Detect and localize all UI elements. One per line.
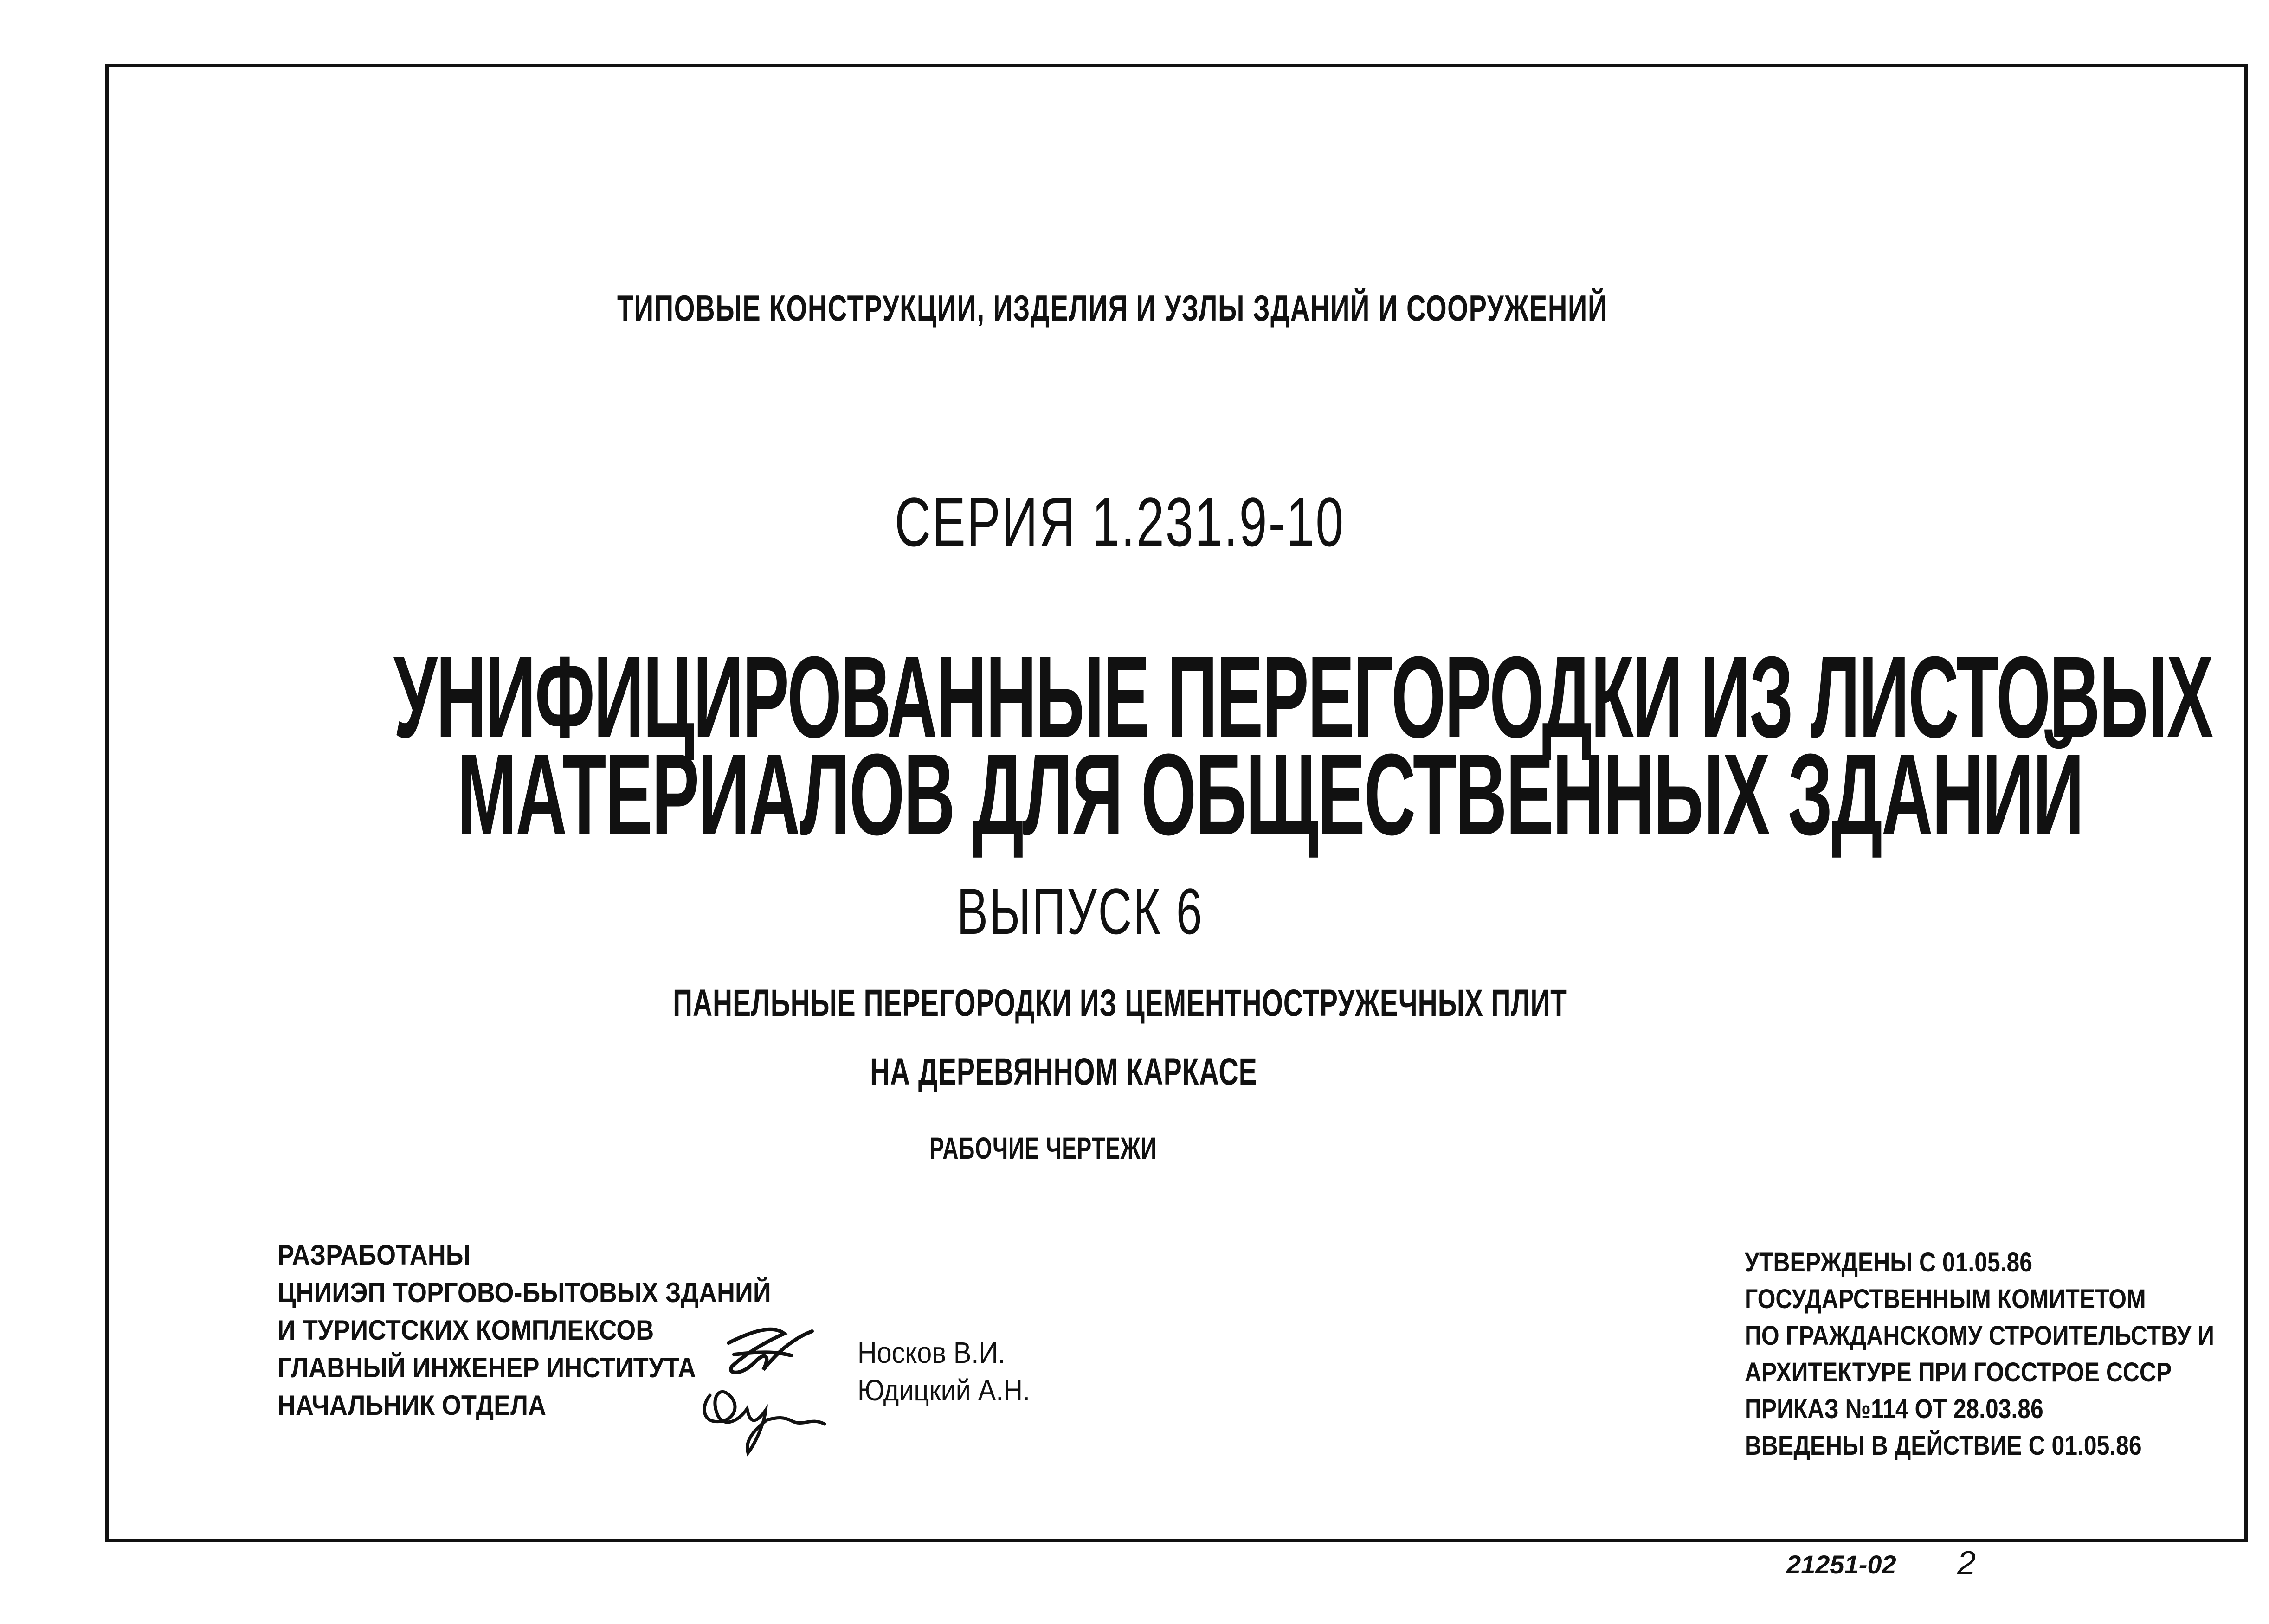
approval-order: ПРИКАЗ №114 ОТ 28.03.86 [1745, 1394, 2043, 1424]
developer-organization-continued: И ТУРИСТСКИХ КОМПЛЕКСОВ [277, 1315, 654, 1346]
issue-number: ВЫПУСК 6 [957, 875, 1204, 948]
approval-gosstroy: АРХИТЕКТУРЕ ПРИ ГОССТРОЕ СССР [1745, 1357, 2172, 1387]
department-head-signature [704, 1392, 825, 1453]
department-head-name: Юдицкий А.Н. [857, 1374, 1030, 1407]
subtitle-line-1: ПАНЕЛЬНЫЕ ПЕРЕГОРОДКИ ИЗ ЦЕМЕНТНОСТРУЖЕЧНЫХ ПЛИТ [673, 982, 1567, 1024]
main-title-line-2: МАТЕРИАЛОВ ДЛЯ ОБЩЕСТВЕННЫХ ЗДАНИЙ [457, 730, 2083, 859]
approval-committee-continued: ПО ГРАЖДАНСКОМУ СТРОИТЕЛЬСТВУ И [1745, 1321, 2215, 1351]
developer-organization: ЦНИИЭП ТОРГОВО-БЫТОВЫХ ЗДАНИЙ [277, 1277, 771, 1308]
approval-date: УТВЕРЖДЕНЫ С 01.05.86 [1745, 1247, 2033, 1277]
chief-engineer-name: Носков В.И. [857, 1336, 1006, 1369]
standard-header: ТИПОВЫЕ КОНСТРУКЦИИ, ИЗДЕЛИЯ И УЗЛЫ ЗДАНИЙ И СООРУЖЕНИЙ [617, 288, 1608, 328]
subtitle-line-2: НА ДЕРЕВЯННОМ КАРКАСЕ [870, 1051, 1257, 1093]
approval-committee: ГОСУДАРСТВЕННЫМ КОМИТЕТОМ [1745, 1284, 2146, 1314]
effective-date: ВВЕДЕНЫ В ДЕЙСТВИЕ С 01.05.86 [1745, 1431, 2142, 1461]
developer-heading: РАЗРАБОТАНЫ [277, 1239, 471, 1271]
series-number: СЕРИЯ 1.231.9-10 [895, 483, 1345, 561]
working-drawings-label: РАБОЧИЕ ЧЕРТЕЖИ [929, 1131, 1157, 1165]
handwritten-signatures [696, 1322, 849, 1457]
main-title-line-1: УНИФИЦИРОВАННЫЕ ПЕРЕГОРОДКИ ИЗ ЛИСТОВЫХ [393, 632, 2212, 762]
chief-engineer-role: ГЛАВНЫЙ ИНЖЕНЕР ИНСТИТУТА [277, 1352, 696, 1383]
department-head-role: НАЧАЛЬНИК ОТДЕЛА [277, 1390, 546, 1421]
approval-block [1745, 1244, 2214, 1464]
chief-engineer-signature [728, 1329, 812, 1373]
page-number: 2 [1957, 1545, 1976, 1582]
developer-names [857, 1334, 1030, 1409]
document-number: 21251-02 [1786, 1550, 1896, 1579]
